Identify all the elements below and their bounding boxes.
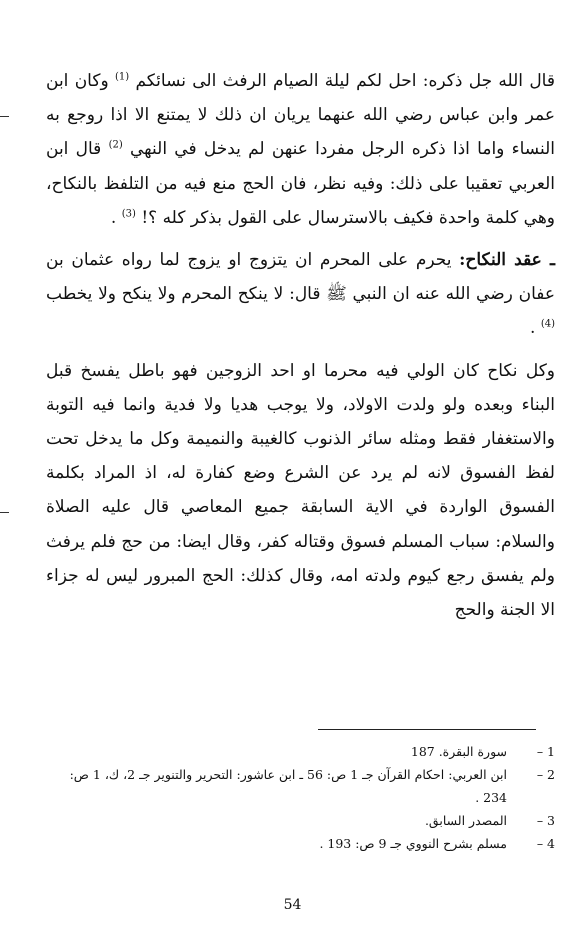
page-edge-mark (0, 512, 9, 513)
footnotes (46, 740, 555, 855)
footnote-text: مسلم بشرح النووي جـ 9 ص: 193 . (319, 836, 507, 851)
paragraph-text: قال الله جل ذكره: احل لكم ليلة الصيام الرفث الى نسائكم (135, 71, 555, 91)
paragraph-3 (46, 354, 555, 628)
paragraph-text: وكل نكاح كان الولي فيه محرما او احد الزوجين فهو باطل يفسخ قبل البناء وبعده ولو ولدت الاولاد، ولا يوجب هديا ولا فدية وانما فيه التوبة والاستغفار فقط ومثله سائر الذنوب كالغيبة والنميمة وكل ما يدخل تحت لفظ الفسوق لانه لم يرد عن الشرع وضع كفارة له، اذ المراد بكلمة الفسوق الواردة في الاية السابقة جميع المعاصي قال عليه الصلاة والسلام: سباب المسلم فسوق وقتاله كفر، وقال ايضا: من حج فلم يرفث ولم يفسق رجع كيوم ولدته امه، وقال كذلك: الحج المبرور ليس له جزاء الا الجنة والحج (46, 360, 555, 621)
footnote-item (46, 763, 555, 809)
footnote-number: 2 – (536, 767, 555, 782)
footnote-ref: (1) (114, 71, 130, 83)
paragraph-1 (46, 64, 555, 235)
footnote-ref: (4) (540, 318, 555, 330)
paragraph-text: وكان ابن عمر وابن عباس رضي الله عنهما يريان ان ذلك لا يمتنع الا اذا روجع به النساء واما اذا ذكره الرجل مفردا عنهن لم يدخل في النهي (46, 71, 555, 160)
footnote-number: 4 – (536, 836, 555, 851)
footnote-item (46, 832, 555, 855)
main-text (46, 64, 555, 627)
footnote-ref: (2) (108, 139, 123, 151)
footnote-text: سورة البقرة. 187 (410, 744, 507, 759)
paragraph-text: قال ابن العربي تعقيبا على ذلك: وفيه نظر، فان الحج منع فيه من التلفظ بالنكاح، وهي كلمة واحدة فكيف بالاسترسال على القول بذكر كله ؟! (46, 139, 555, 228)
paragraph-2 (46, 243, 555, 346)
footnote-number: 1 – (536, 744, 555, 759)
page-number: 54 (283, 897, 302, 913)
paragraph-text: . (530, 318, 536, 339)
footnote-text: المصدر السابق. (424, 813, 507, 828)
paragraph-text: يحرم على المحرم ان يتزوج او يزوج لما رواه عثمان بن عفان رضي الله عنه ان النبي ﷺ قال: لا ينكح المحرم ولا ينكح ولا يخطب (46, 250, 555, 305)
footnote-item (46, 809, 555, 832)
footnote-item (46, 740, 555, 763)
footnote-text: ابن العربي: احكام القرآن جـ 1 ص: 56 ـ ابن عاشور: التحرير والتنوير جـ 2، ك، 1 ص: 234 . (69, 767, 507, 805)
paragraph-text: . (110, 207, 117, 228)
footnote-divider (318, 729, 536, 730)
footnote-ref: (3) (121, 208, 136, 220)
footnote-number: 3 – (536, 813, 555, 828)
section-heading: ـ عقد النكاح: (459, 250, 555, 271)
page-edge-mark (0, 116, 9, 117)
